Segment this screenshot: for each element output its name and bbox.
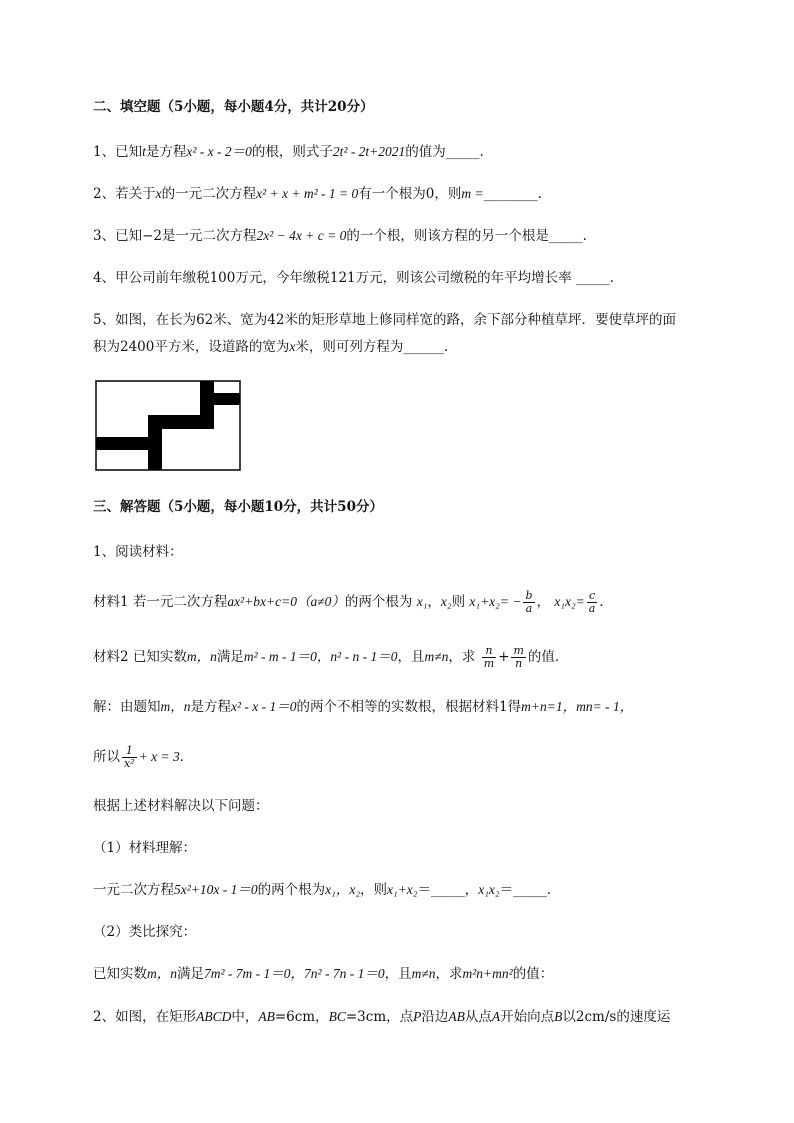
fraction-b-over-a: $\frac{b}{a}$: [525, 589, 533, 615]
material-2: 材料2 已知实数m，n满足m² - m - 1＝0，n² - n - 1＝0，且m≠n，求 $\frac{n}{m}$ + $\frac{m}{n}$ 的值．: [93, 644, 569, 670]
fill-question-4: 4、甲公司前年缴税100万元，今年缴税121万元，则该公司缴税的年平均增长率 _____.: [93, 270, 614, 286]
fraction-c-over-a: $\frac{c}{a}$: [588, 589, 596, 615]
question-2-text: 2、如图，在矩形ABCD中，AB=6cm，BC=3cm，点P沿边AB从点A开始向点B以2cm/s的速度运: [93, 1009, 671, 1025]
fill-question-5-line-2: 积为2400平方米，设道路的宽为x米，则可列方程为______.: [93, 339, 449, 355]
fraction-n-over-m: $\frac{n}{m}$: [483, 644, 495, 670]
fraction-m-over-n: $\frac{m}{n}$: [513, 644, 524, 670]
vertical-road-lower: [148, 415, 162, 470]
fill-question-3: 3、已知−2是一元二次方程2x² − 4x + c = 0的一个根，则该方程的另一个根是_____.: [93, 228, 587, 244]
road-diagram-figure: [95, 380, 241, 471]
fill-question-2: 2、若关于x的一元二次方程x² + x + m² - 1 = 0有一个根为0，则m =________.: [93, 186, 542, 202]
part-1-title: （1）材料理解：: [93, 840, 197, 856]
fill-question-1: 1、已知t是方程x² - x - 2＝0的根，则式子2t² - 2t+2021的值为_____.: [93, 144, 484, 160]
vertical-road-upper: [200, 381, 214, 429]
problem-prompt: 根据上述材料解决以下问题：: [93, 798, 269, 814]
question-1-title: 1、阅读材料：: [93, 544, 183, 560]
part-2-question: 已知实数m，n满足7m² - 7m - 1＝0，7n² - 7n - 1＝0，且m≠n，求m²n+mn²的值：: [93, 966, 554, 982]
material-1: 材料1 若一元二次方程ax²+bx+c=0（a≠0）的两个根为 x₁，x₂则 x₁+x₂= − $\frac{b}{a}$ ， x₁x₂= $\frac{c}{a}$ ．: [93, 589, 613, 615]
solution-line-2: 所以 $\frac{1}{\text{x²}}$ + x = 3．: [93, 744, 194, 770]
part-2-title: （2）类比探究：: [93, 924, 197, 940]
solution-line-1: 解：由题知m，n是方程x² - x - 1＝0的两个不相等的实数根，根据材料1得m+n=1，mn= - 1，: [93, 699, 634, 715]
section-2-heading: 二、填空题（5小题，每小题4分，共计20分）: [93, 99, 374, 115]
part-1-question: 一元二次方程5x²+10x - 1＝0的两个根为x₁，x₂，则x₁+x₂＝_____，x₁x₂＝_____．: [93, 882, 561, 898]
section-3-heading: 三、解答题（5小题，每小题10分，共计50分）: [93, 499, 383, 515]
fill-question-5-line-1: 5、如图，在长为62米、宽为42米的矩形草地上修同样宽的路，余下部分种植草坪．要使草坪的面: [93, 312, 676, 328]
fraction-1-over-x2: $\frac{1}{\text{x²}}$: [124, 744, 135, 770]
